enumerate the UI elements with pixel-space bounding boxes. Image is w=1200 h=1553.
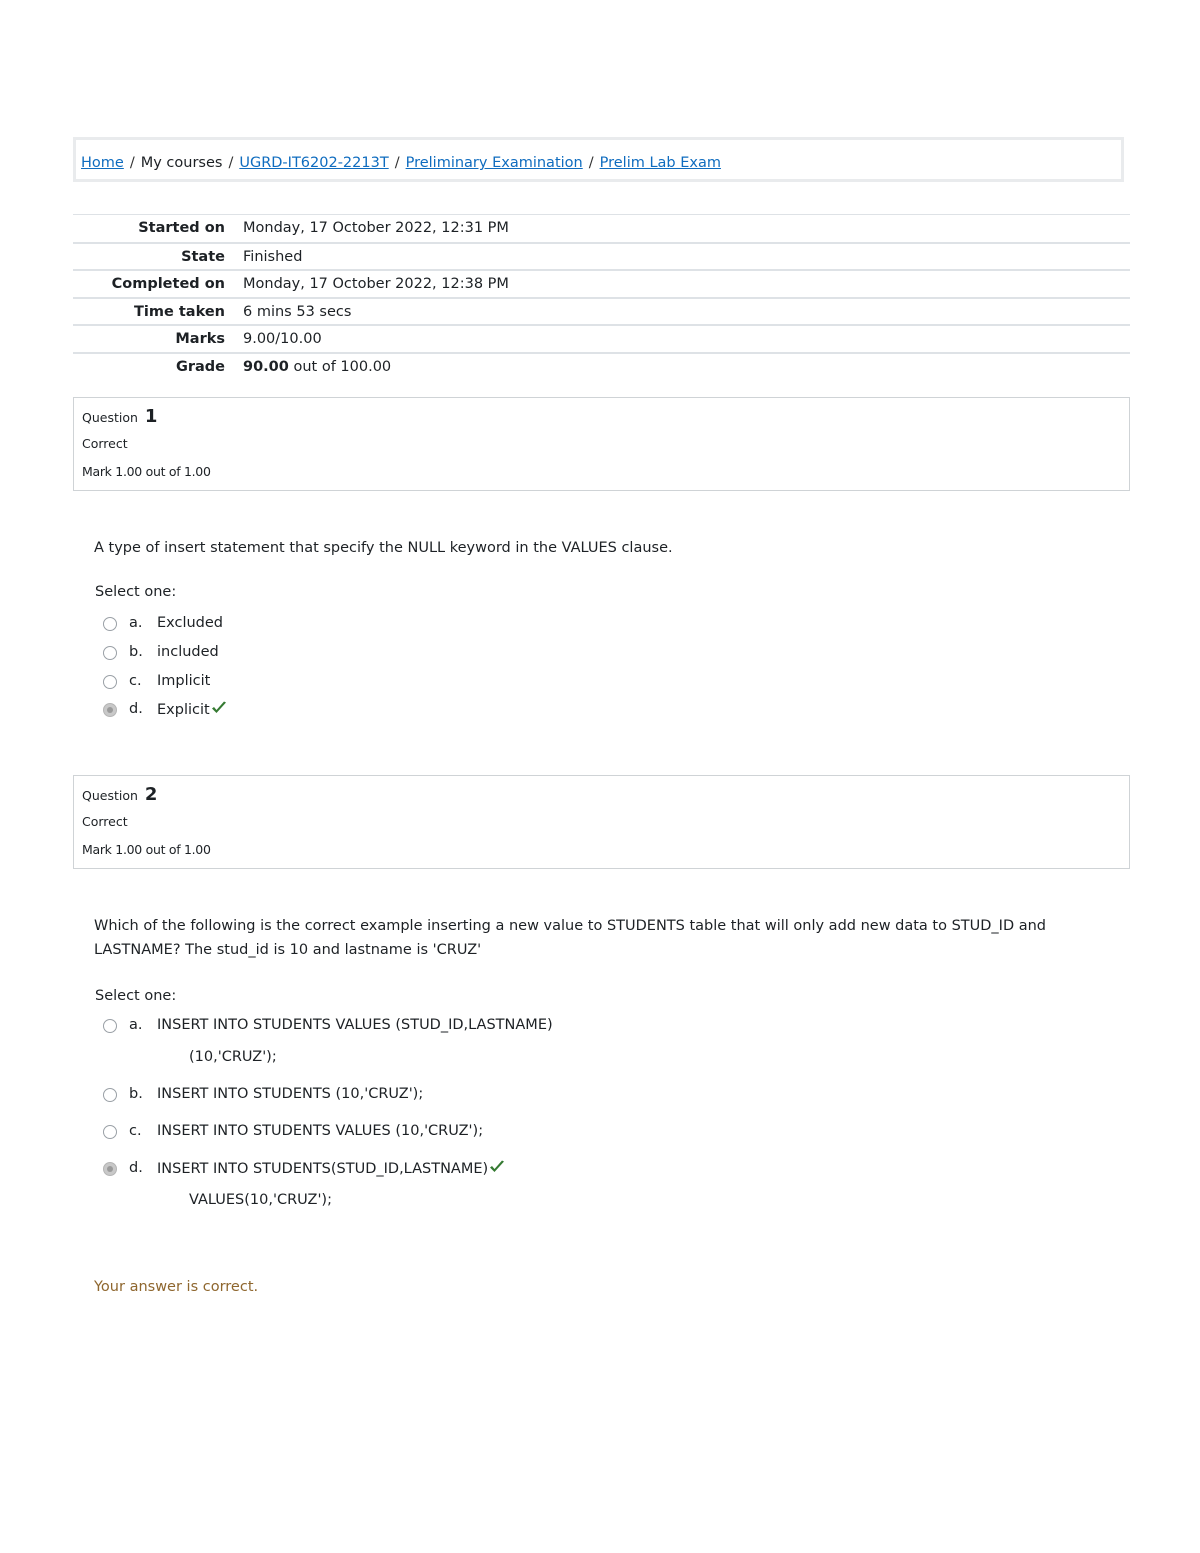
completed-on-value: Monday, 17 October 2022, 12:38 PM (243, 276, 509, 292)
option-letter: a. (129, 615, 143, 631)
option-text: INSERT INTO STUDENTS(STUD_ID,LASTNAME) (157, 1161, 489, 1177)
summary-row-started-on (73, 214, 1130, 242)
question-label: Question (82, 410, 138, 425)
radio-button[interactable] (103, 675, 117, 689)
breadcrumb (73, 137, 1124, 182)
option-letter: b. (129, 644, 143, 660)
question-1-select-prompt: Select one: (95, 584, 177, 600)
question-2-info (73, 775, 1130, 869)
summary-row-time-taken (73, 297, 1130, 325)
radio-button[interactable] (103, 646, 117, 660)
option-text: INSERT INTO STUDENTS VALUES (STUD_ID,LASTNAME) (157, 1017, 553, 1033)
option-text: Implicit (157, 673, 211, 689)
time-taken-label: Time taken (134, 303, 225, 320)
state-value: Finished (243, 248, 303, 265)
radio-button-selected[interactable] (103, 703, 117, 717)
option-text-line2: VALUES(10,'CRUZ'); (189, 1192, 332, 1208)
option-text: Excluded (157, 615, 224, 631)
time-taken-value: 6 mins 53 secs (243, 303, 352, 320)
question-2-select-prompt: Select one: (95, 988, 177, 1004)
question-2-text: Which of the following is the correct example inserting a new value to STUDENTS table that will only add new data to STUD_ID and LASTNAME? The stud_id is 10 and lastname is 'CRUZ' (94, 918, 1047, 958)
grade-label: Grade (175, 358, 225, 375)
option-text: INSERT INTO STUDENTS VALUES (10,'CRUZ'); (157, 1123, 484, 1139)
completed-on-label: Completed on (111, 276, 225, 292)
option-letter: c. (129, 673, 142, 689)
breadcrumb-separator: / (129, 155, 135, 171)
radio-button[interactable] (103, 1019, 117, 1033)
option-text-wrap (157, 701, 227, 718)
breadcrumb-my-courses: My courses (140, 155, 223, 171)
check-icon (489, 1160, 505, 1174)
marks-label: Marks (175, 331, 225, 347)
summary-row-marks (73, 324, 1130, 352)
question-state: Correct (82, 436, 128, 451)
option-letter: b. (129, 1086, 143, 1102)
summary-row-completed-on (73, 269, 1130, 297)
check-icon (211, 701, 227, 715)
breadcrumb-quiz-link[interactable]: Prelim Lab Exam (599, 155, 721, 171)
started-on-value: Monday, 17 October 2022, 12:31 PM (243, 220, 509, 236)
option-text-line2: (10,'CRUZ'); (189, 1049, 277, 1065)
question-number-value: 2 (144, 784, 158, 805)
radio-button-selected[interactable] (103, 1162, 117, 1176)
question-grade: Mark 1.00 out of 1.00 (82, 842, 211, 857)
started-on-label: Started on (138, 220, 225, 236)
option-letter: c. (129, 1123, 142, 1139)
feedback-text: Your answer is correct. (94, 1279, 259, 1295)
summary-row-grade (73, 352, 1130, 380)
radio-button[interactable] (103, 617, 117, 631)
question-state: Correct (82, 814, 128, 829)
option-text: Explicit (157, 702, 210, 718)
question-grade: Mark 1.00 out of 1.00 (82, 464, 211, 479)
breadcrumb-course-link[interactable]: UGRD-IT6202-2213T (239, 155, 389, 171)
grade-value: 90.00 (243, 358, 289, 375)
grade-suffix: out of 100.00 (293, 358, 392, 375)
option-text: included (157, 644, 219, 660)
attempt-summary-table (73, 214, 1130, 379)
radio-button[interactable] (103, 1088, 117, 1102)
option-text: INSERT INTO STUDENTS (10,'CRUZ'); (157, 1086, 424, 1102)
breadcrumb-home-link[interactable]: Home (81, 155, 124, 171)
state-label: State (181, 248, 225, 265)
breadcrumb-separator: / (588, 155, 594, 171)
option-letter: a. (129, 1017, 143, 1033)
question-number (82, 406, 157, 427)
radio-button[interactable] (103, 1125, 117, 1139)
summary-row-state (73, 242, 1130, 270)
breadcrumb-section-link[interactable]: Preliminary Examination (405, 155, 583, 171)
breadcrumb-separator: / (394, 155, 400, 171)
grade-value-wrap (243, 359, 391, 375)
option-text-wrap (157, 1160, 505, 1177)
option-letter: d. (129, 1160, 143, 1176)
question-label: Question (82, 788, 138, 803)
question-number-value: 1 (144, 406, 158, 427)
option-letter: d. (129, 701, 143, 717)
question-number (82, 784, 157, 805)
question-1-text: A type of insert statement that specify the NULL keyword in the VALUES clause. (94, 540, 673, 556)
marks-value: 9.00/10.00 (243, 331, 322, 347)
breadcrumb-separator: / (228, 155, 234, 171)
question-1-info (73, 397, 1130, 491)
